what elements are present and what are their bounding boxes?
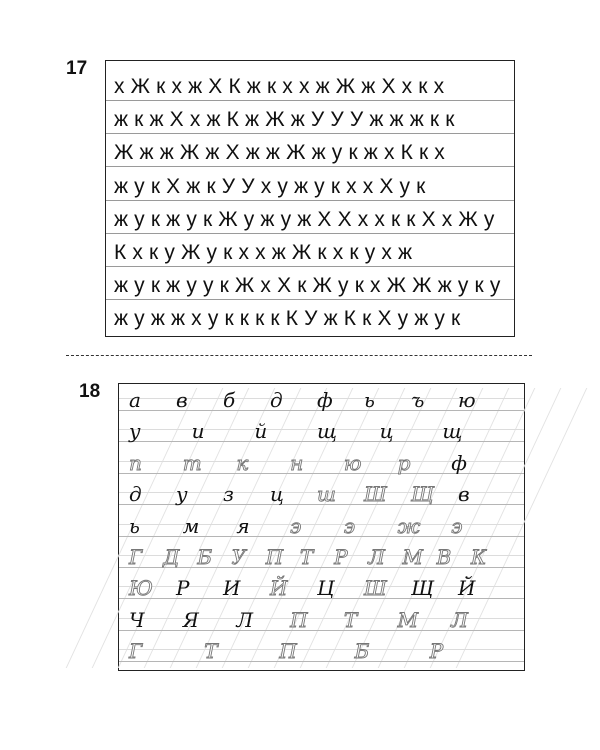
written-letter: ф <box>451 450 467 475</box>
letter-row-text: Ж ж ж Ж ж Х ж ж Ж ж у к ж х К к х <box>114 141 445 165</box>
written-letter: м <box>182 513 200 538</box>
traced-letter: н <box>290 450 304 475</box>
written-letter: Ч <box>129 607 145 632</box>
written-letter: ъ <box>411 388 425 412</box>
written-letter: в <box>458 482 470 507</box>
cut-line-divider <box>66 355 532 356</box>
letter-row <box>106 233 514 267</box>
written-letter: в <box>176 388 188 412</box>
traced-letter: Г <box>129 639 143 664</box>
traced-letter: Л <box>451 607 468 632</box>
exercise-17-number: 17 <box>66 58 88 79</box>
cursive-row <box>119 606 524 637</box>
letter-row <box>106 266 514 300</box>
letter-row-text: ж у к ж у к Ж у ж у ж Х Х х х к к Х х Ж у <box>114 207 495 231</box>
written-letter: ь <box>129 513 140 538</box>
letter-row <box>106 133 514 167</box>
letter-row-text: ж у ж ж х у к к к к К У ж К к Х у ж у к <box>114 307 461 331</box>
traced-letter: ш <box>317 482 336 507</box>
letter-row <box>106 200 514 234</box>
traced-letter: к <box>236 450 249 475</box>
traced-letter: Б <box>354 639 370 664</box>
letter-row-text: ж у к ж у у к Ж х Х к Ж у к х Ж Ж ж у к у <box>114 274 501 298</box>
traced-letter: П <box>265 545 284 569</box>
traced-letter: э <box>290 513 302 538</box>
letter-row-text: К х к у Ж у к х х ж Ж к х к у х ж <box>114 241 413 264</box>
letter-row-text: х Ж к х ж Х К ж к х х ж Ж ж Х х к х <box>114 75 445 98</box>
written-letter: у <box>129 419 141 444</box>
traced-letter: р <box>397 450 411 475</box>
traced-letter: М <box>402 545 423 569</box>
written-letter: ь <box>364 388 375 412</box>
traced-letter: М <box>397 607 419 632</box>
letter-row <box>106 167 514 201</box>
written-letter: з <box>223 482 234 507</box>
written-letter: Р <box>176 576 190 601</box>
written-letter: ю <box>458 388 476 412</box>
traced-letter: П <box>279 639 297 664</box>
midline-rule <box>119 524 524 525</box>
traced-letter: Ш <box>364 576 387 601</box>
written-letter: Ц <box>317 576 335 601</box>
written-letter: щ <box>442 419 463 444</box>
traced-letter: Л <box>368 545 385 569</box>
cursive-row <box>119 637 524 668</box>
midline-rule <box>119 649 524 650</box>
written-letter: я <box>236 513 250 538</box>
traced-letter: В <box>436 545 452 569</box>
written-letter: Щ <box>411 576 434 601</box>
cursive-row <box>119 449 524 480</box>
traced-letter: э <box>451 513 463 538</box>
midline-rule <box>119 555 524 556</box>
cursive-row <box>119 480 524 511</box>
written-letter: а <box>129 388 141 412</box>
written-letter: д <box>129 482 142 507</box>
traced-letter: п <box>129 450 142 475</box>
traced-letter: Р <box>429 639 444 664</box>
traced-letter: ю <box>343 450 362 475</box>
written-letter: ц <box>270 482 284 507</box>
traced-letter: т <box>182 450 202 475</box>
traced-letter: Г <box>129 545 143 569</box>
traced-letter: П <box>290 607 308 632</box>
written-letter: Й <box>458 576 476 601</box>
baseline-rule <box>119 567 524 568</box>
letter-row <box>106 100 514 134</box>
traced-letter: ж <box>397 513 421 538</box>
written-letter: Л <box>236 607 254 632</box>
baseline-rule <box>119 661 524 662</box>
traced-letter: Д <box>163 545 180 569</box>
traced-letter: Й <box>270 576 288 601</box>
traced-letter: Ю <box>129 576 153 601</box>
traced-letter: Т <box>204 639 218 664</box>
traced-letter: Б <box>197 545 213 569</box>
exercise-17-letter-grid <box>105 60 515 337</box>
written-letter: щ <box>317 419 338 444</box>
written-letter: ф <box>317 388 333 412</box>
traced-letter: Т <box>343 607 358 632</box>
written-letter: д <box>270 388 283 412</box>
written-letter: ц <box>379 419 394 444</box>
cursive-row <box>119 574 524 605</box>
traced-letter: Р <box>334 545 348 569</box>
traced-letter: Т <box>299 545 314 569</box>
letter-row <box>106 299 514 332</box>
written-letter: И <box>223 576 241 601</box>
exercise-18-cursive-grid <box>118 383 525 671</box>
baseline-rule <box>119 536 524 537</box>
written-letter: б <box>223 388 236 412</box>
cursive-row <box>119 543 524 574</box>
letter-row-text: ж у к Х ж к У У х у ж у к х х Х у к <box>114 174 426 198</box>
traced-letter: э <box>343 513 356 538</box>
letter-row-text: ж к ж Х х ж К ж Ж ж У У У ж ж ж к к <box>114 108 455 132</box>
exercise-18-number: 18 <box>79 381 101 402</box>
traced-letter: У <box>231 545 246 569</box>
cursive-row <box>119 512 524 543</box>
written-letter: й <box>254 419 268 444</box>
cursive-row <box>119 386 524 417</box>
traced-letter: К <box>470 545 487 569</box>
written-letter: у <box>176 482 188 507</box>
written-letter: Я <box>182 607 199 632</box>
traced-letter: Щ <box>411 482 434 507</box>
written-letter: и <box>191 419 205 444</box>
traced-letter: Ш <box>364 482 387 507</box>
letter-row <box>106 67 514 101</box>
cursive-row <box>119 417 524 448</box>
